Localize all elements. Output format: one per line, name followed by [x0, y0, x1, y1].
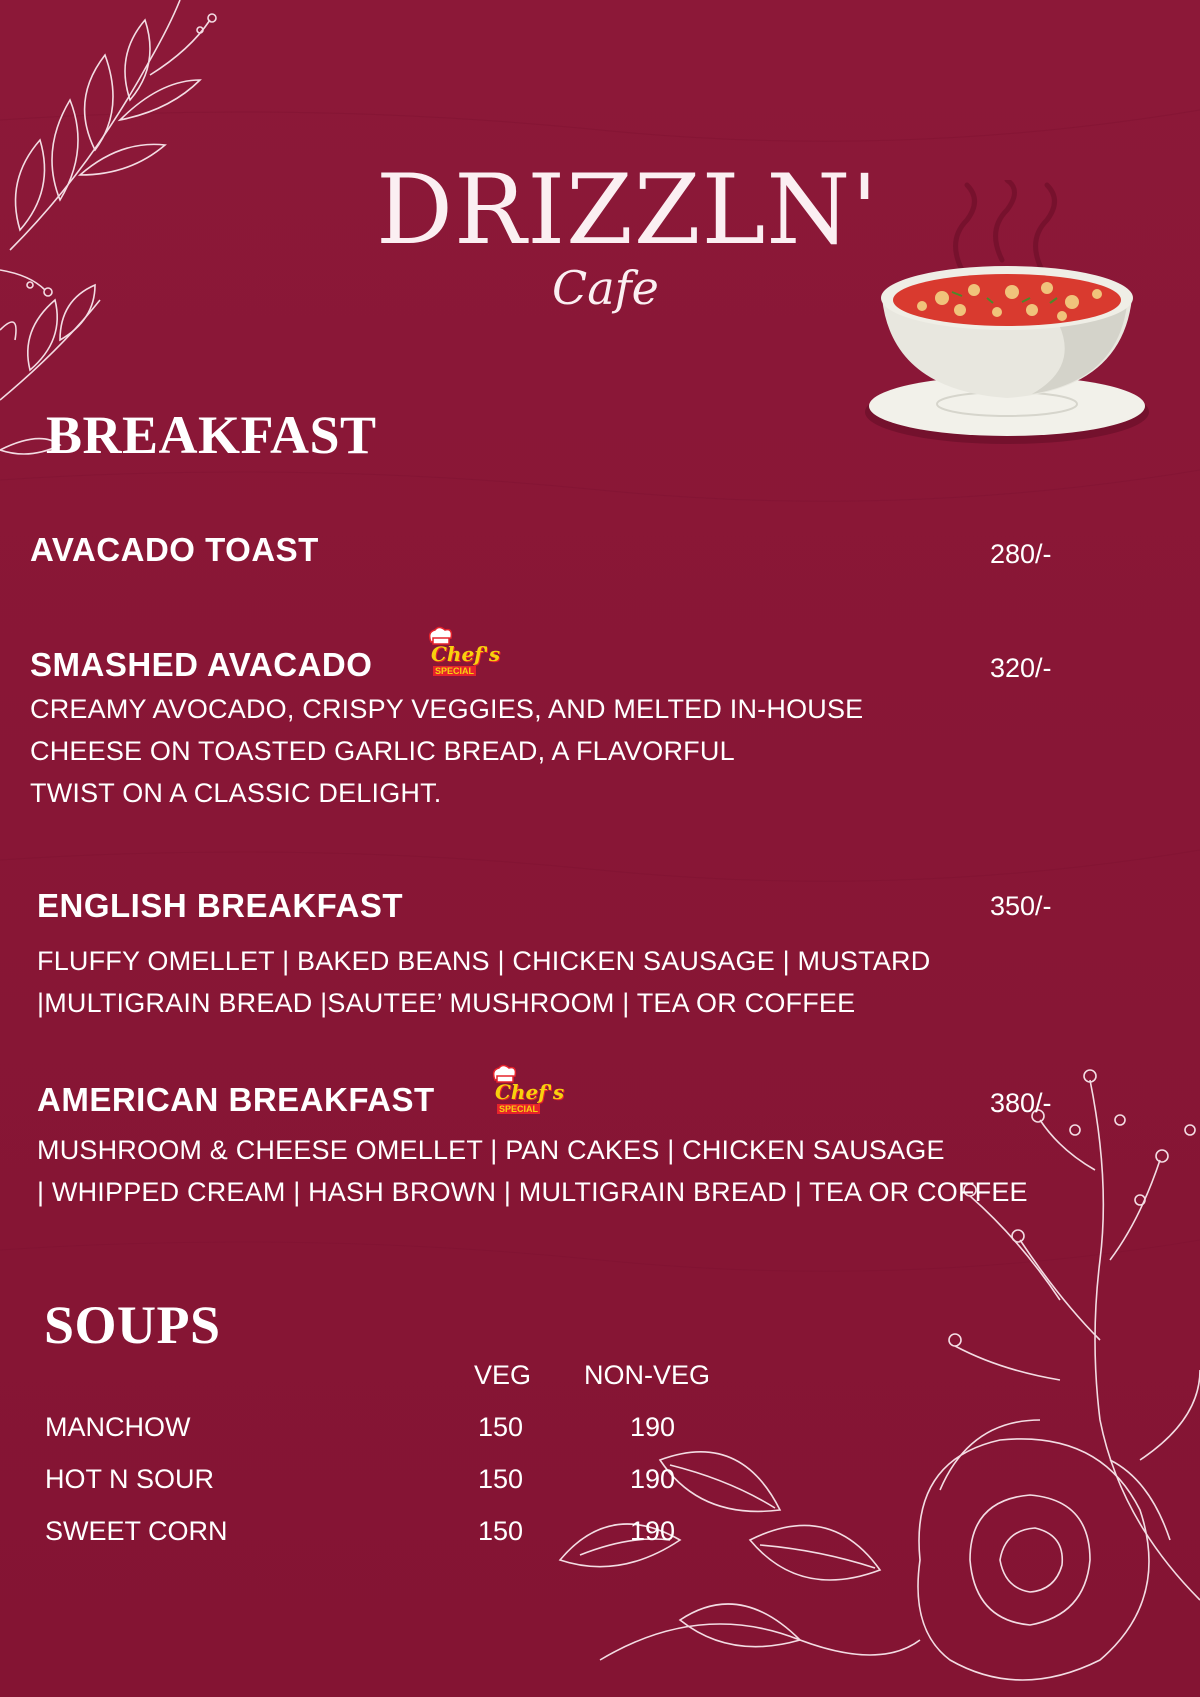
soup-name-hot-n-sour: HOT N SOUR: [45, 1464, 215, 1494]
desc-line: | WHIPPED CREAM | HASH BROWN | MULTIGRAIN BREAD | TEA OR COFFEE: [37, 1177, 1028, 1207]
item-price-smashed-avacado: 320/-: [990, 653, 1052, 683]
chefs-special-badge: [487, 1064, 565, 1121]
item-description-american-breakfast: [37, 1129, 1028, 1213]
brand-subtitle: Cafe: [552, 261, 659, 315]
badge-line1: Chef's: [495, 1080, 565, 1104]
soup-nonveg-price: 190: [630, 1464, 676, 1494]
badge-line2: SPECIAL: [499, 1104, 539, 1114]
soup-nonveg-price: 190: [630, 1516, 676, 1546]
item-name-american-breakfast: AMERICAN BREAKFAST: [37, 1081, 435, 1118]
item-description-english-breakfast: [37, 940, 930, 1024]
desc-line: FLUFFY OMELLET | BAKED BEANS | CHICKEN SAUSAGE | MUSTARD: [37, 946, 931, 976]
badge-line2: SPECIAL: [435, 666, 475, 676]
desc-line: TWIST ON A CLASSIC DELIGHT.: [30, 778, 442, 808]
soup-veg-price: 150: [478, 1516, 524, 1546]
item-name-english-breakfast: ENGLISH BREAKFAST: [37, 887, 404, 924]
desc-line: CREAMY AVOCADO, CRISPY VEGGIES, AND MELTED IN-HOUSE: [30, 694, 864, 724]
soups-title: SOUPS: [44, 1295, 221, 1355]
column-header-veg: VEG: [474, 1360, 532, 1390]
soup-veg-price: 150: [478, 1464, 524, 1494]
leaf-ornament-icon: [0, 0, 230, 470]
soup-veg-price: 150: [478, 1412, 524, 1442]
item-description-smashed-avacado: [30, 688, 863, 814]
soup-name-sweet-corn: SWEET CORN: [45, 1516, 228, 1546]
item-price-american-breakfast: 380/-: [990, 1088, 1052, 1118]
item-price-avacado-toast: 280/-: [990, 539, 1052, 569]
desc-line: MUSHROOM & CHEESE OMELLET | PAN CAKES | CHICKEN SAUSAGE: [37, 1135, 945, 1165]
chefs-special-badge: [423, 626, 501, 683]
column-header-non-veg: NON-VEG: [584, 1360, 711, 1390]
soup-bowl-icon: [862, 180, 1162, 450]
soup-name-manchow: MANCHOW: [45, 1412, 191, 1442]
soup-nonveg-price: 190: [630, 1412, 676, 1442]
badge-line1: Chef's: [431, 642, 501, 666]
item-name-avacado-toast: AVACADO TOAST: [30, 531, 319, 568]
desc-line: CHEESE ON TOASTED GARLIC BREAD, A FLAVORFUL: [30, 736, 735, 766]
item-name-smashed-avacado: SMASHED AVACADO: [30, 646, 373, 683]
desc-line: |MULTIGRAIN BREAD |SAUTEE’ MUSHROOM | TEA OR COFFEE: [37, 988, 856, 1018]
brand-logo: DRIZZLN': [376, 154, 879, 266]
item-price-english-breakfast: 350/-: [990, 891, 1052, 921]
breakfast-title: BREAKFAST: [46, 405, 377, 465]
